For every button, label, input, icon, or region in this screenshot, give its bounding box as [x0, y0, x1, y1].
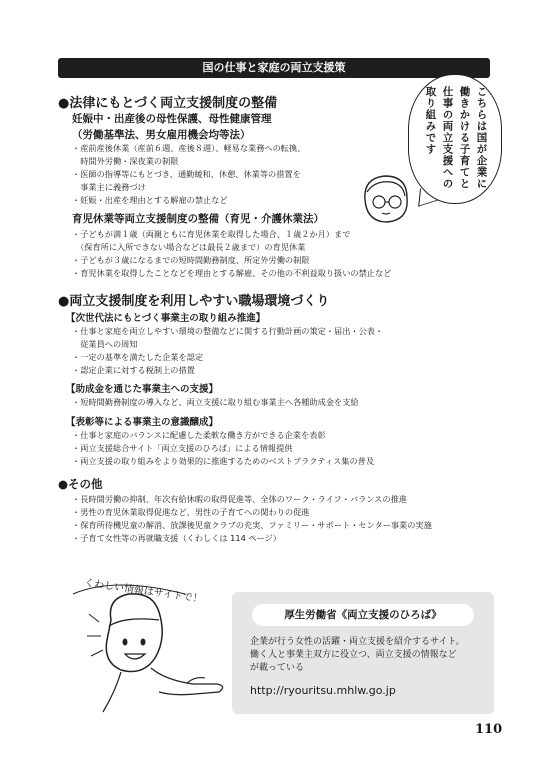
bubble-text-col1: こちらは国が企業に: [475, 86, 488, 190]
sec1-sub1-title2: （労働基準法、男女雇用機会均等法）: [72, 129, 251, 141]
list-item: ・医師の指導等にもとづき、通勤緩和、休憩、休業等の措置を: [72, 169, 301, 179]
bubble-text-col2: 働きかける子育てと: [458, 86, 471, 190]
sec1-sub2-title: 育児休業等両立支援制度の整備（育児・介護休業法）: [72, 213, 324, 225]
list-item: ・妊娠・出産を理由とする解雇の禁止など: [72, 195, 228, 205]
sec2-group2-title: 【助成金を通じた事業主への支援】: [66, 384, 219, 395]
list-item: ・保育所待機児童の解消、放課後児童クラブの充実、ファミリー・サポート・センター事業の実施: [72, 520, 432, 530]
list-item: （保育所に入所できない場合などは最長２歳まで）の育児休業: [72, 242, 306, 252]
character-face-small: [355, 170, 415, 228]
list-item: ・両立支援総合サイト「両立支援のひろば」による情報提供: [72, 443, 293, 453]
illustration-caption: くわしい情報はサイトで！: [83, 577, 204, 606]
list-item: ・短時間勤務制度の導入など、両立支援に取り組む事業主へ各種助成金を支給: [72, 397, 359, 407]
bubble-text-col3: 仕事の両立支援への: [441, 86, 454, 190]
promo-body: [250, 636, 482, 675]
page-number: 110: [475, 722, 503, 737]
bubble-text-col4: 取り組みです: [424, 86, 437, 155]
promo-title: 厚生労働省《両立支援のひろば》: [252, 604, 474, 626]
list-item: 従業員への周知: [72, 339, 138, 349]
promo-body-line2: 働く人と事業主双方に役立つ、両立支援の情報など: [250, 650, 457, 660]
sec2-group3-title: 【表彰等による事業主の意識醸成】: [66, 417, 219, 428]
list-item: ・子どもが満１歳（両親ともに育児休業を取得した場合、１歳２か月）まで: [72, 229, 351, 239]
list-item: ・子育て女性等の再就職支援（くわしくは 114 ページ）: [72, 533, 281, 543]
list-item: ・両立支援の取り組みをより効果的に推進するためのベストプラクティス集の普及: [72, 456, 375, 466]
list-item: ・子どもが３歳になるまでの短時間勤務制度、所定外労働の制限: [72, 255, 310, 265]
speech-bubble: [408, 74, 502, 204]
promo-body-line3: が載っている: [250, 663, 305, 673]
list-item: ・認定企業に対する税制上の措置: [72, 365, 195, 375]
list-item: ・産前産後休業（産前６週、産後８週）、軽易な業務への転換、: [72, 143, 306, 153]
list-item: ・長時間労働の抑制、年次有給休暇の取得促進等、全体のワーク・ライフ・バランスの推進: [72, 494, 407, 504]
sec1-heading: ●法律にもとづく両立支援制度の整備: [58, 96, 278, 111]
list-item: ・仕事と家庭のバランスに配慮した柔軟な働き方ができる企業を表彰: [72, 430, 326, 440]
list-item: ・仕事と家庭を両立しやすい環境の整備などに関する行動計画の策定・届出・公表・: [72, 326, 384, 336]
character-pointing-illustration: [55, 580, 230, 720]
section-header-bar: [58, 58, 490, 78]
list-item: ・一定の基準を満たした企業を認定: [72, 352, 204, 362]
list-item: ・育児休業を取得したことなどを理由とする解雇、その他の不利益取り扱いの禁止など: [72, 268, 392, 278]
sec2-group1-title: 【次世代法にもとづく事業主の取り組み推進】: [66, 313, 266, 324]
promo-box: [232, 592, 494, 714]
section-header-title: 国の仕事と家庭の両立支援策: [202, 61, 346, 74]
sec2-heading: ●両立支援制度を利用しやすい職場環境づくり: [58, 294, 330, 309]
list-item: 事業主に義務づけ: [72, 182, 146, 192]
promo-body-line1: 企業が行う女性の活躍・両立支援を紹介するサイト。: [250, 637, 465, 647]
list-item: 時間外労働・深夜業の制限: [72, 156, 179, 166]
sec1-sub1-title: 妊娠中・出産後の母性保護、母性健康管理: [72, 113, 272, 125]
list-item: ・男性の育児休業取得促進など、男性の子育てへの関わりの促進: [72, 507, 310, 517]
promo-url-link[interactable]: http://ryouritsu.mhlw.go.jp: [250, 684, 396, 697]
sec3-heading: ●その他: [58, 477, 103, 491]
